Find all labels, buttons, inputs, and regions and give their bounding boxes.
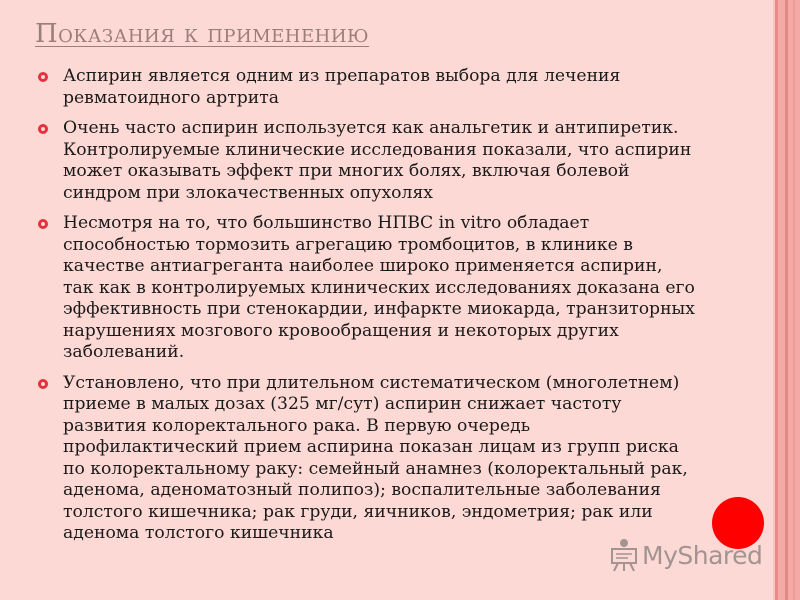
- presenter-icon: [608, 537, 640, 573]
- bullet-item: [38, 373, 698, 545]
- bullet-text: Аспирин является одним из препаратов выбора для лечения ревматоидного артрита: [63, 66, 621, 108]
- bullet-ring-icon: [38, 124, 48, 134]
- watermark-text: MyShared: [642, 540, 763, 570]
- right-border-stripe: [793, 0, 795, 600]
- bullet-ring-icon: [38, 72, 48, 82]
- bullet-text: Очень часто аспирин используется как анальгетик и антипиретик. Контролируемые клинические исследования показали, что аспирин может оказывать эффект при многих болях, включая болевой синдром при злокачественных опухолях: [63, 118, 692, 203]
- watermark-logo: [608, 537, 762, 573]
- bullet-text: Несмотря на то, что большинство НПВС in vitro обладает способностью тормозить агрегацию тромбоцитов, в клинике в качестве антиагреганта наиболее широко применяется аспирин, так как в контролируемых клинических исследованиях доказана его эффективность при стенокардии, инфаркте миокарда, транзиторных нарушениях мозгового кровообращения и некоторых других заболеваний.: [63, 213, 695, 362]
- bullet-ring-icon: [38, 379, 48, 389]
- bullet-list: [38, 66, 698, 554]
- bullet-item: [38, 118, 698, 204]
- right-border-stripe: [785, 0, 788, 600]
- bullet-item: [38, 66, 698, 109]
- bullet-item: [38, 213, 698, 364]
- bullet-ring-icon: [38, 219, 48, 229]
- bullet-text: Установлено, что при длительном систематическом (многолетнем) приеме в малых дозах (325 мг/сут) аспирин снижает частоту развития колоректального рака. В первую очередь профилактический прием аспирина показан лицам из групп риска по колоректальному раку: семейный анамнез (колоректальный рак, аденома, аденоматозный полипоз); воспалительные заболевания толстого кишечника; рак груди, яичников, эндометрия; рак или аденома толстого кишечника: [63, 372, 688, 543]
- slide-title: Показания к применению: [35, 19, 370, 49]
- right-border-band: [778, 0, 800, 600]
